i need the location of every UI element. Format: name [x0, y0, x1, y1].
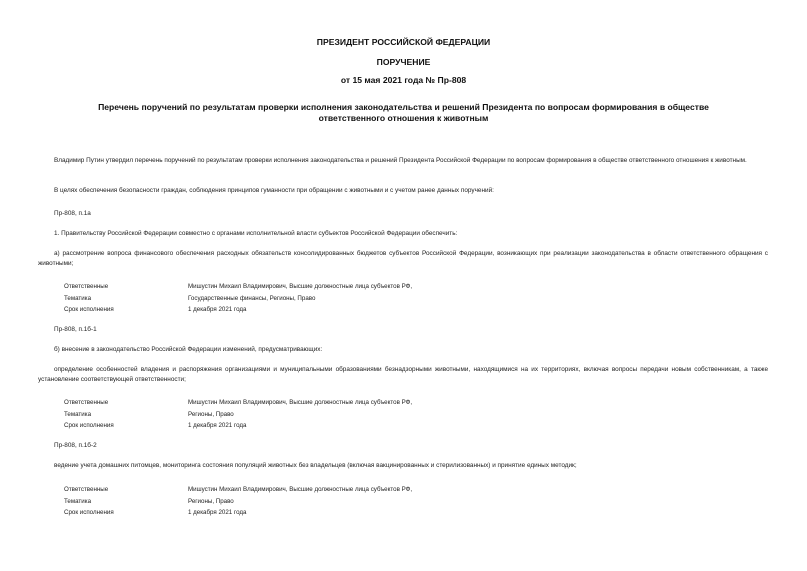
meta-label: Ответственные	[64, 283, 109, 290]
intro-paragraph: Владимир Путин утвердил перечень поручений по результатам проверки исполнения законодательства и решений Президента Российской Федерации по вопросам формирования в обществе ответственного отношения к животным.	[54, 157, 747, 164]
meta-value: 1 декабря 2021 года	[188, 306, 247, 313]
meta-value: Мишустин Михаил Владимирович, Высшие должностные лица субъектов РФ,	[188, 399, 413, 406]
section-reference: Пр-808, п.1б-2	[54, 442, 97, 449]
meta-label: Тематика	[64, 497, 92, 505]
meta-value: 1 декабря 2021 года	[188, 422, 247, 429]
meta-label: Срок исполнения	[64, 306, 114, 313]
meta-label: Срок исполнения	[64, 422, 114, 429]
meta-row	[64, 420, 724, 432]
assignment-meta-table	[64, 281, 724, 316]
assignment-meta-table	[64, 397, 724, 432]
section-lead: б) внесение в законодательство Российской Федерации изменений, предусматривающих:	[54, 346, 323, 353]
section-reference: Пр-808, п.1б-1	[54, 326, 97, 333]
meta-label: Срок исполнения	[64, 509, 114, 516]
intro-paragraph: В целях обеспечения безопасности граждан, соблюдения принципов гуманности при обращении с животными и с учетом ранее данных поручений:	[54, 187, 494, 194]
document-date-number: от 15 мая 2021 года № Пр-808	[340, 75, 467, 85]
meta-value: Мишустин Михаил Владимирович, Высшие должностные лица субъектов РФ,	[188, 283, 413, 290]
meta-row	[64, 409, 724, 421]
meta-label: Ответственные	[64, 399, 109, 406]
meta-label: Тематика	[64, 410, 92, 418]
meta-value: Мишустин Михаил Владимирович, Высшие должностные лица субъектов РФ,	[188, 486, 413, 493]
meta-row	[64, 293, 724, 305]
document-authority: ПРЕЗИДЕНТ РОССИЙСКОЙ ФЕДЕРАЦИИ	[316, 37, 491, 47]
section-reference: Пр-808, п.1а	[54, 210, 91, 217]
meta-label: Ответственные	[64, 486, 109, 493]
meta-value: Регионы, Право	[188, 497, 234, 505]
meta-row	[64, 281, 724, 293]
meta-value: 1 декабря 2021 года	[188, 509, 247, 516]
meta-label: Тематика	[64, 294, 92, 302]
section-text: а) рассмотрение вопроса финансового обеспечения расходных обязательств консолидированных бюджетов субъектов Российской Федерации, возникающих при реализации законодательства в области ответственного обращения с животными;	[38, 250, 768, 268]
meta-row	[64, 507, 724, 519]
meta-row	[64, 484, 724, 496]
meta-value: Регионы, Право	[188, 410, 234, 418]
meta-row	[64, 397, 724, 409]
meta-row	[64, 304, 724, 316]
document-title: Перечень поручений по результатам проверки исполнения законодательства и решений Президента по вопросам формирования в обществе ответственного отношения к животным	[98, 102, 709, 123]
section-lead: 1. Правительству Российской Федерации совместно с органами исполнительной власти субъектов Российской Федерации обеспечить:	[54, 230, 458, 237]
document-type: ПОРУЧЕНИЕ	[376, 57, 431, 67]
assignment-meta-table	[64, 484, 724, 519]
section-text: ведение учета домашних питомцев, мониторинга состояния популяций животных без владельцев (включая вакцинированных и стерилизованных) и принятие единых методик;	[54, 462, 577, 469]
meta-row	[64, 496, 724, 508]
meta-value: Государственные финансы, Регионы, Право	[188, 294, 316, 302]
section-text: определение особенностей владения и распоряжения организациями и муниципальными образованиями безнадзорными животными, находящимися на их территориях, включая вопросы передачи новым собственникам, а также установление соответствующей ответственности;	[38, 366, 768, 384]
